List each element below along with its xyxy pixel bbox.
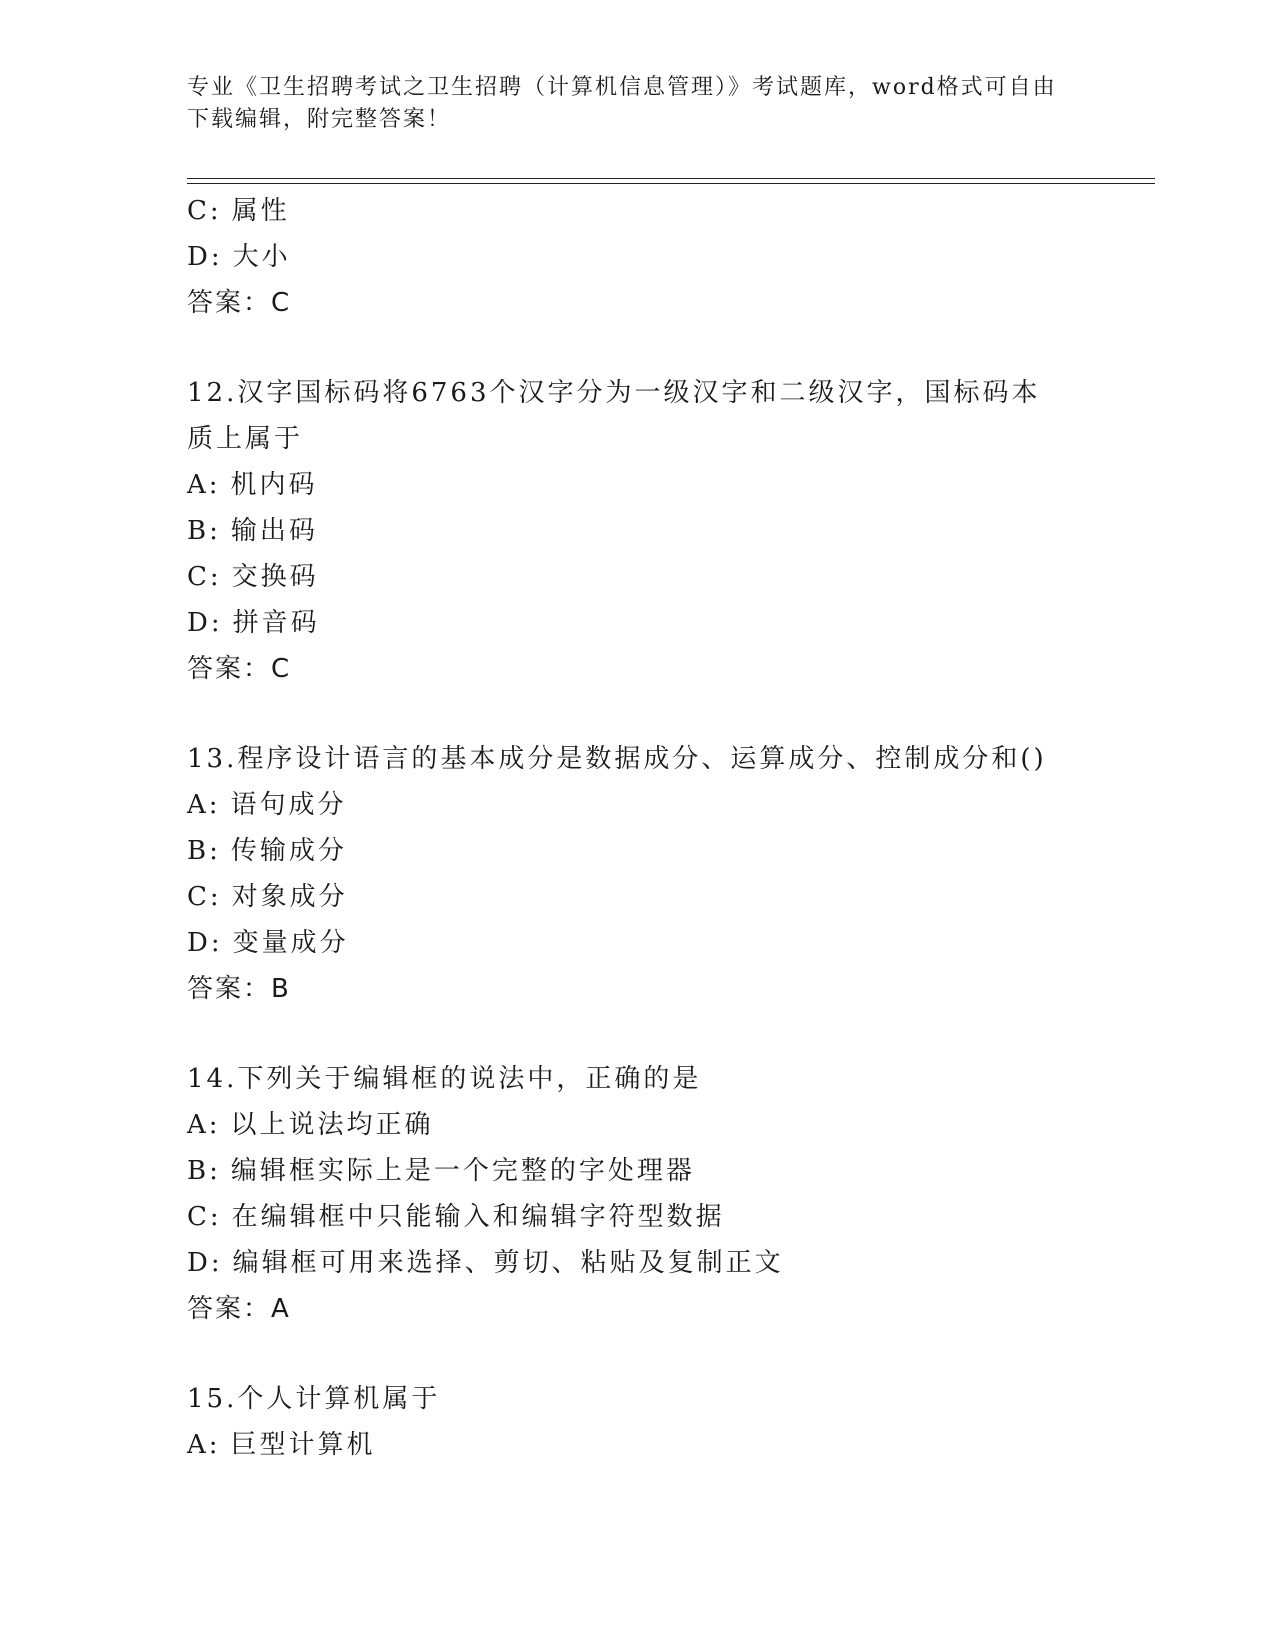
option-a: A: 以上说法均正确 [187,1110,434,1140]
option-d: D: 编辑框可用来选择、剪切、粘贴及复制正文 [187,1248,784,1278]
answer: 答案：C [187,288,292,318]
question-stem: 15.个人计算机属于 [187,1384,441,1414]
question-list [187,188,1087,1468]
option-c: C: 在编辑框中只能输入和编辑字符型数据 [187,1202,725,1232]
option-b: B: 编辑框实际上是一个完整的字处理器 [187,1156,695,1186]
question-12 [187,370,1087,692]
question-stem: 12.汉字国标码将6763个汉字分为一级汉字和二级汉字，国标码本质上属于 [187,378,1041,454]
question-stem: 13.程序设计语言的基本成分是数据成分、运算成分、控制成分和() [187,744,1047,774]
option-d: D: 拼音码 [187,608,320,638]
option-c: C: 交换码 [187,562,319,592]
answer: 答案：C [187,654,292,684]
option-b: B: 输出码 [187,516,318,546]
header-rule-bottom [187,183,1155,184]
option-d: D: 大小 [187,242,291,272]
option-c: C: 属性 [187,196,290,226]
header-rule-top [187,178,1155,179]
option-a: A: 机内码 [187,470,318,500]
option-d: D: 变量成分 [187,928,349,958]
document-header: 专业《卫生招聘考试之卫生招聘（计算机信息管理）》考试题库，word格式可自由下载编辑，附完整答案！ [187,75,1057,132]
option-a: A: 语句成分 [187,790,347,820]
question-15 [187,1376,1087,1468]
option-c: C: 对象成分 [187,882,348,912]
option-b: B: 传输成分 [187,836,347,866]
answer: 答案：A [187,1294,291,1324]
question-13 [187,736,1087,1012]
question-14 [187,1056,1087,1332]
option-a: A: 巨型计算机 [187,1430,376,1460]
question-stem: 14.下列关于编辑框的说法中，正确的是 [187,1064,702,1094]
answer: 答案：B [187,974,291,1004]
question-11-tail [187,188,1087,326]
